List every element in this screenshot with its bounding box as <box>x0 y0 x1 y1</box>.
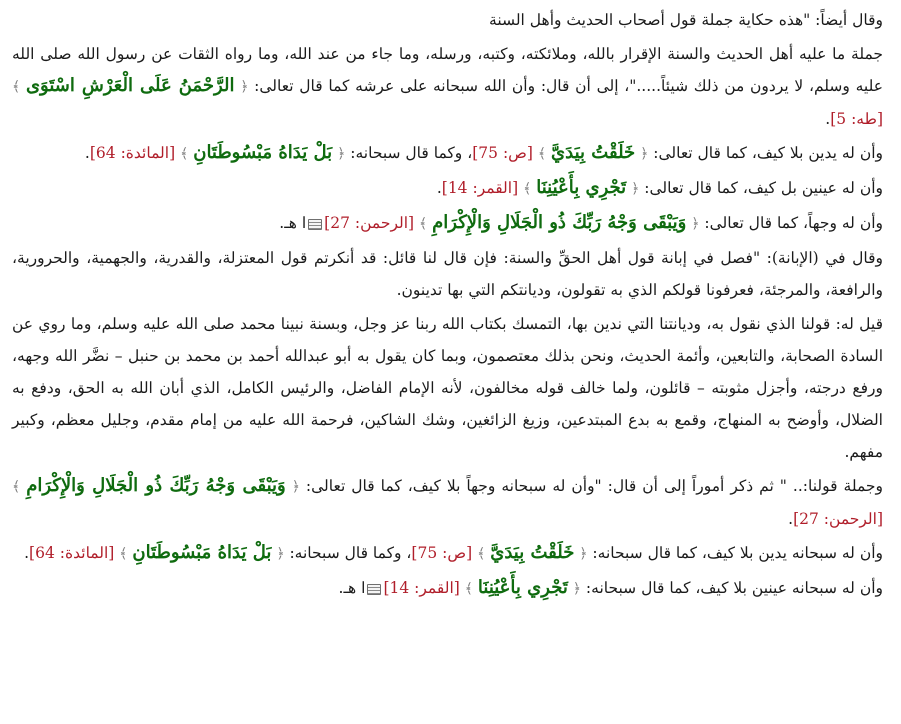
verse-close-bracket: ﴾ <box>477 546 486 562</box>
body-text: وأن له سبحانه عينين بلا كيف، كما قال سبحانه: <box>580 579 883 597</box>
paragraph <box>12 308 883 468</box>
paragraph <box>12 572 883 605</box>
verse-close-bracket: ﴾ <box>419 216 428 232</box>
verse-text: بَلْ يَدَاهُ مَبْسُوطَتَانِ <box>193 142 333 163</box>
verse-open-bracket: ﴿ <box>291 479 300 495</box>
verse-reference: [المائدة: 64] <box>89 144 176 162</box>
paragraph <box>12 207 883 240</box>
verse-reference: [ص: 75] <box>411 544 473 562</box>
verse-text: تَجْرِي بِأَعْيُنِنَا <box>477 577 568 598</box>
verse-text: الرَّحْمَنُ عَلَى الْعَرْشِ اسْتَوَى <box>25 75 235 96</box>
verse-open-bracket: ﴿ <box>631 181 640 197</box>
body-text: ا هـ. <box>279 214 307 232</box>
verse-reference: [القمر: 14] <box>383 579 460 597</box>
verse-text: خَلَقْتُ بِيَدَيَّ <box>551 142 636 163</box>
verse-text: تَجْرِي بِأَعْيُنِنَا <box>536 177 627 198</box>
verse-close-bracket: ﴾ <box>12 79 21 95</box>
verse-close-bracket: ﴾ <box>180 146 189 162</box>
body-text: وقال في (الإبانة): "فصل في إبانة قول أهل الحقِّ والسنة: فإن قال لنا قائل: قد أنكرتم قول المعتزلة، والقدرية، والجهمية، والحرورية، والرافعة، والمرجئة، فعرفونا قولكم الذي به تقولون، وديانتكم التي بها تدينون. <box>12 249 884 299</box>
paragraph <box>12 470 883 535</box>
verse-open-bracket: ﴿ <box>337 146 346 162</box>
body-text: وأن له سبحانه يدين بلا كيف، كما قال سبحانه: <box>587 544 883 562</box>
verse-close-bracket: ﴾ <box>12 479 21 495</box>
quran-verse <box>523 179 639 197</box>
body-text: وأن له يدين بلا كيف، كما قال تعالى: <box>648 144 883 162</box>
verse-open-bracket: ﴿ <box>240 79 249 95</box>
verse-text: وَيَبْقَى وَجْهُ رَبِّكَ ذُو الْجَلَالِ وَالْإِكْرَامِ <box>26 475 286 496</box>
verse-open-bracket: ﴿ <box>579 546 588 562</box>
verse-reference: [الرحمن: 27] <box>793 510 883 528</box>
paragraph <box>12 242 883 306</box>
quran-verse <box>119 544 284 562</box>
verse-close-bracket: ﴾ <box>119 546 128 562</box>
verse-text: بَلْ يَدَاهُ مَبْسُوطَتَانِ <box>132 542 272 563</box>
book-icon <box>308 219 322 230</box>
paragraph <box>12 38 883 135</box>
body-text: وأن له عينين بل كيف، كما قال تعالى: <box>639 179 883 197</box>
verse-open-bracket: ﴿ <box>691 216 700 232</box>
quran-verse <box>538 144 648 162</box>
body-text: ، وكما قال سبحانه: <box>345 144 473 162</box>
body-text: ا هـ. <box>338 579 366 597</box>
body-text: . <box>84 144 90 162</box>
body-text: قيل له: قولنا الذي نقول به، وديانتنا التي ندين بها، التمسك بكتاب الله ربنا عز وجل، وبسنة نبينا محمد صلى الله عليه وسلم، وما روي عن السادة الصحابة، والتابعين، وأئمة الحديث، ونحن بذلك معتصمون، وبما كان يقول به أبو عبدالله أحمد بن محمد بن حنبل – نضَّر الله وجهه، ورفع درجته، وأجزل مثوبته – قائلون، ولما خالف قوله مخالفون، لأنه الإمام الفاضل، والرئيس الكامل، الذي أبان الله به الحق، ودفع به الضلال، وأوضح به المنهاج، وقمع به بدع المبتدعين، وزيغ الزائغين، وشك الشاكين، فرحمة الله عليه من إمام مقدم، وجليل معظم، وكبير مفهم. <box>12 315 883 461</box>
verse-open-bracket: ﴿ <box>640 146 649 162</box>
body-text: . <box>788 510 794 528</box>
body-text: وقال أيضاً: "هذه حكاية جملة قول أصحاب الحديث وأهل السنة <box>489 11 883 29</box>
verse-close-bracket: ﴾ <box>537 146 547 162</box>
body-text: . <box>436 179 442 197</box>
body-text: وجملة قولنا:.. " ثم ذكر أموراً إلى أن قال: "وأن له سبحانه وجهاً بلا كيف، كما قال تعالى: <box>299 477 883 495</box>
verse-reference: [طه: 5] <box>830 110 883 128</box>
verse-text: خَلَقْتُ بِيَدَيَّ <box>490 542 575 563</box>
body-text: ، وكما قال سبحانه: <box>284 544 412 562</box>
verse-text: وَيَبْقَى وَجْهُ رَبِّكَ ذُو الْجَلَالِ وَالْإِكْرَامِ <box>432 212 687 233</box>
body-text: . <box>825 110 831 128</box>
body-text: وأن له وجهاً، كما قال تعالى: <box>699 214 883 232</box>
paragraph <box>12 137 883 170</box>
verse-reference: [الرحمن: 27] <box>324 214 415 232</box>
quran-verse <box>477 544 587 562</box>
paragraph <box>12 4 883 36</box>
verse-reference: [المائدة: 64] <box>29 544 115 562</box>
book-icon <box>367 584 381 595</box>
paragraph <box>12 172 883 205</box>
verse-open-bracket: ﴿ <box>276 546 285 562</box>
quran-verse <box>12 477 300 495</box>
body-text: جملة ما عليه أهل الحديث والسنة الإقرار بالله، وملائكته، وكتبه، ورسله، وما جاء من عند الله، وما رواه الثقات عن رسول الله صلى الله عليه وسلم، لا يردون من ذلك شيئاً....."، إلى أن قال: وأن الله سبحانه على عرشه كما قال تعالى: <box>12 45 883 95</box>
verse-close-bracket: ﴾ <box>464 581 473 597</box>
quran-verse <box>180 144 345 162</box>
verse-open-bracket: ﴿ <box>572 581 581 597</box>
quran-verse <box>465 579 581 597</box>
quran-verse <box>419 214 699 232</box>
quran-verse <box>12 77 248 95</box>
body-text: . <box>24 544 30 562</box>
verse-reference: [ص: 75] <box>472 144 533 162</box>
verse-reference: [القمر: 14] <box>441 179 519 197</box>
paragraph <box>12 537 883 570</box>
verse-close-bracket: ﴾ <box>523 181 532 197</box>
